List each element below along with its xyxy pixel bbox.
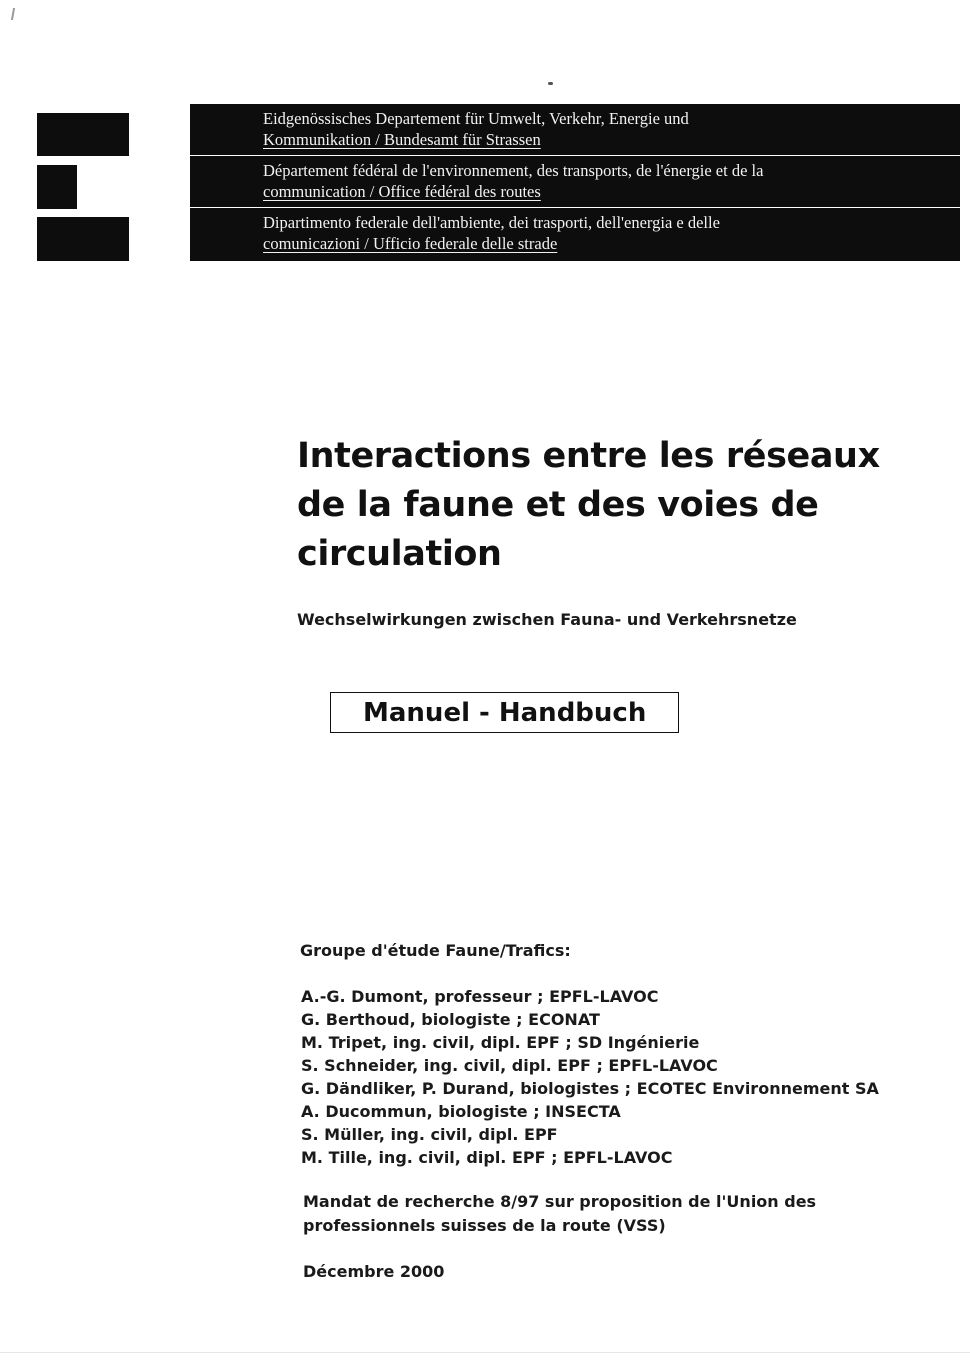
title-line-1: Interactions entre les réseaux xyxy=(297,436,880,476)
member-item: A. Ducommun, biologiste ; INSECTA xyxy=(301,1102,621,1121)
manual-label-box: Manuel - Handbuch xyxy=(330,692,679,733)
member-item: A.-G. Dumont, professeur ; EPFL-LAVOC xyxy=(301,987,659,1006)
department-german-line1: Eidgenössisches Departement für Umwelt, Verkehr, Energie und xyxy=(263,109,689,128)
logo-block-top xyxy=(37,113,129,156)
title-line-3: circulation xyxy=(297,534,502,574)
department-german-line2: Kommunikation / Bundesamt für Strassen xyxy=(263,130,541,149)
scan-edge-line xyxy=(0,1352,970,1353)
department-italian-line2: comunicazioni / Ufficio federale delle strade xyxy=(263,234,558,253)
member-item: G. Berthoud, biologiste ; ECONAT xyxy=(301,1010,600,1029)
study-group-members xyxy=(301,985,879,1169)
logo-block-middle xyxy=(37,165,77,209)
research-mandate xyxy=(303,1190,816,1238)
member-item: M. Tripet, ing. civil, dipl. EPF ; SD Ingénierie xyxy=(301,1033,700,1052)
department-italian-line1: Dipartimento federale dell'ambiente, dei trasporti, dell'energia e delle xyxy=(263,213,720,232)
logo-block-bottom xyxy=(37,217,129,261)
member-item: S. Müller, ing. civil, dipl. EPF xyxy=(301,1125,558,1144)
document-title xyxy=(297,432,897,579)
scan-speck xyxy=(11,8,15,20)
department-bar-french xyxy=(190,156,960,207)
department-bar-german xyxy=(190,104,960,155)
scan-speck xyxy=(548,82,553,85)
study-group-heading: Groupe d'étude Faune/Trafics: xyxy=(300,941,571,960)
mandate-line-1: Mandat de recherche 8/97 sur proposition de l'Union des xyxy=(303,1192,817,1211)
member-item: G. Dändliker, P. Durand, biologistes ; ECOTEC Environnement SA xyxy=(301,1079,879,1098)
publication-date: Décembre 2000 xyxy=(303,1262,445,1281)
member-item: S. Schneider, ing. civil, dipl. EPF ; EPFL-LAVOC xyxy=(301,1056,718,1075)
title-line-2: de la faune et des voies de xyxy=(297,485,819,525)
department-french-line2: communication / Office fédéral des routes xyxy=(263,182,541,201)
mandate-line-2: professionnels suisses de la route (VSS) xyxy=(303,1216,666,1235)
member-item: M. Tille, ing. civil, dipl. EPF ; EPFL-LAVOC xyxy=(301,1148,673,1167)
department-french-line1: Département fédéral de l'environnement, des transports, de l'énergie et de la xyxy=(263,161,764,180)
document-subtitle: Wechselwirkungen zwischen Fauna- und Verkehrsnetze xyxy=(297,610,797,629)
department-bar-italian xyxy=(190,208,960,261)
